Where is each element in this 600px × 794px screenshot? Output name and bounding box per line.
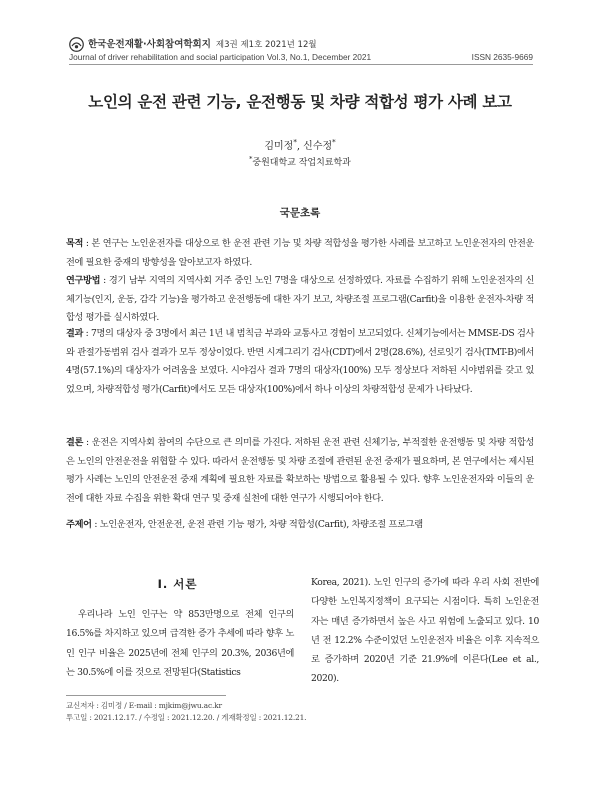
journal-volume-ko: 제3권 제1호 2021년 12월: [215, 40, 317, 50]
result-label: 결과: [66, 328, 84, 339]
header-divider: [69, 64, 533, 65]
journal-name-en: Journal of driver rehabilitation and social participation Vol.3, No.1, December 2021: [69, 52, 372, 62]
abstract-conclusion: 결론 : 운전은 지역사회 참여의 수단으로 큰 의미를 가진다. 저하된 운전 관련 신체기능, 부적절한 운전행동 및 차량 적합성은 노인의 안전운전을 위협할 수 있다. 따라서 운전행동 및 차량 조절에 관련된 운전 중재가 필요하며, 본 연구에서는 제시된 평가 사례는 노인의 안전운전 중재 계획에 필요한 자료를 확보하는 방법으로 활용될 수 있다. 향후 노인운전자와 이들의 운전에 대한 자료 수집을 위한 확대 연구 및 중재 실천에 대한 연구가 시행되어야 한다.: [66, 437, 534, 504]
abstract-method: 연구방법 : 경기 남부 지역의 지역사회 거주 중인 노인 7명을 대상으로 선정하였다. 자료를 수집하기 위해 노인운전자의 신체기능(인지, 운동, 감각 기능)을 평가하고 운전행동에 대한 자기 보고, 차량조절 프로그램(Carfit)을 이용한 운전자-차량 적합성 평가를 실시하였다.: [66, 275, 534, 324]
body-text-left-column: 우리나라 노인 인구는 약 853만명으로 전체 인구의 16.5%를 차지하고 있으며 급격한 증가 추세에 따라 향후 노인 인구 비율은 2025년에 전체 인구의 20.3%, 2036년에는 30.5%에 이를 것으로 전망된다(Statistics: [66, 609, 294, 678]
abstract-result: 결과 : 7명의 대상자 중 3명에서 최근 1년 내 범칙금 부과와 교통사고 경험이 보고되었다. 신체기능에서는 MMSE-DS 검사와 관절가동범위 검사 결과가 모두 정상이었다. 반면 시계그리기 검사(CDT)에서 2명(28.6%), 선로잇기 검사(TMT-B)에서 4명(57.1%)의 대상자가 어려움을 보였다. 시야검사 결과 7명의 대상자(100%) 모두 정상보다 저하된 시야범위를 갖고 있었으며, 차량적합성 평가(Carfit)에서도 모든 대상자(100%)에서 하나 이상의 차량적합성 문제가 나타났다.: [66, 328, 534, 395]
section-title: Ⅰ. 서론: [157, 577, 198, 591]
author-mark: *: [293, 138, 297, 147]
corresponding-author-note: 교신저자 : 김미정 / E-mail : mjkim@jwu.ac.kr: [66, 701, 222, 710]
author-name: 김미정: [264, 141, 294, 152]
journal-name-ko: 한국운전재활·사회참여학회지 제3권 제1호 2021년 12월: [88, 39, 317, 50]
paper-title: 노인의 운전 관련 기능, 운전행동 및 차량 적합성 평가 사례 보고: [88, 93, 512, 111]
affiliation-mark: *: [249, 155, 253, 163]
keywords: 주제어 : 노인운전자, 안전운전, 운전 관련 기능 평가, 차량 적합성(Carfit), 차량조절 프로그램: [66, 519, 423, 530]
purpose-label: 목적: [66, 238, 84, 249]
author-list: [0, 137, 600, 152]
keywords-label: 주제어: [66, 519, 92, 530]
conclusion-label: 결론: [66, 437, 84, 448]
abstract-heading: 국문초록: [279, 207, 321, 219]
author-affiliation: *중원대학교 작업치료학과: [249, 155, 351, 168]
author-separator: ,: [296, 141, 304, 152]
abstract-purpose: 목적 : 본 연구는 노인운전자를 대상으로 한 운전 관련 기능 및 차량 적합성을 평가한 사례를 보고하고 노인운전자의 안전운전에 필요한 중재의 방향성을 알아보고자 하였다.: [66, 238, 534, 268]
footnote-divider: [66, 695, 226, 696]
journal-logo-icon: [69, 37, 84, 52]
body-text-right-column: Korea, 2021). 노인 인구의 증가에 따라 우리 사회 전반에 다양한 노인복지정책이 요구되는 시점이다. 특히 노인운전자는 매년 증가하면서 높은 사고 위험에 노출되고 있다. 10년 전 12.2% 수준이었던 노인운전자 비율은 이후 지속적으로 증가하며 2020년 기준 21.9%에 이른다(Lee et al., 2020).: [311, 577, 539, 685]
journal-issn: ISSN 2635-9669: [471, 52, 533, 62]
submission-dates-note: 투고일 : 2021.12.17. / 수정일 : 2021.12.20. / 게재확정일 : 2021.12.21.: [66, 713, 307, 722]
author-name: 신수정: [303, 141, 333, 152]
author-mark: *: [332, 138, 336, 147]
method-label: 연구방법: [66, 275, 101, 286]
